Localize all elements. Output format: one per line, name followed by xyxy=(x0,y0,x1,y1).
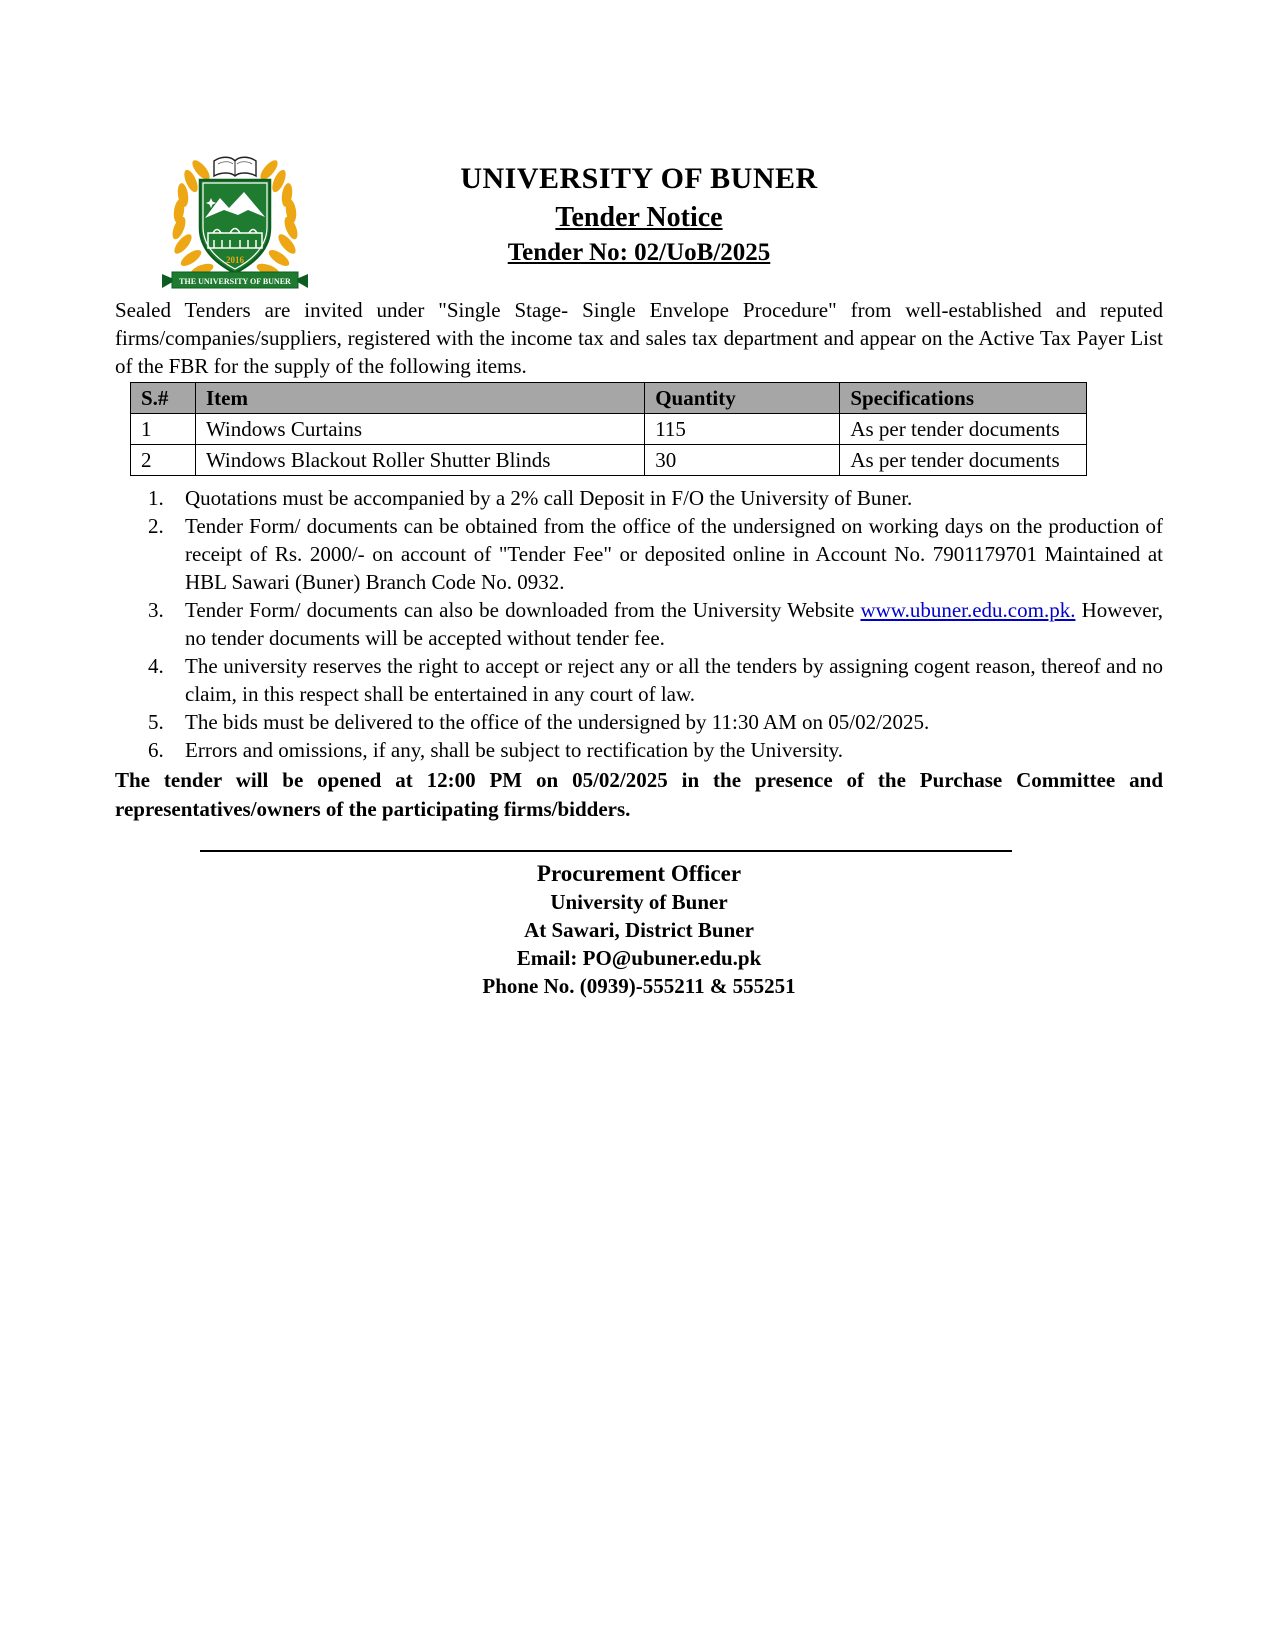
term-text: The bids must be delivered to the office of the undersigned by 11:30 AM on 05/02/2025. xyxy=(185,710,930,734)
cell-quantity: 115 xyxy=(645,414,840,445)
banner-ribbon xyxy=(162,272,308,288)
table-row xyxy=(131,445,1087,476)
opening-statement: The tender will be opened at 12:00 PM on 05/02/2025 in the presence of the Purchase Committee and representatives/owners of the participating firms/bidders. xyxy=(115,768,1163,821)
cell-specifications: As per tender documents xyxy=(840,414,1087,445)
term-number: 2. xyxy=(148,514,164,538)
terms-list xyxy=(115,484,1163,764)
term-number: 6. xyxy=(148,738,164,762)
cell-item: Windows Curtains xyxy=(195,414,644,445)
term-item-4 xyxy=(115,652,1163,708)
term-item-6 xyxy=(115,736,1163,764)
term-text-after: However, no tender documents will be accepted without tender fee. xyxy=(185,598,1163,650)
header-item: Item xyxy=(195,383,644,414)
term-text xyxy=(185,596,1163,652)
university-logo xyxy=(150,154,320,290)
signatory-phone: Phone No. (0939)-555211 & 555251 xyxy=(482,974,796,998)
cell-item: Windows Blackout Roller Shutter Blinds xyxy=(195,445,644,476)
intro-paragraph: Sealed Tenders are invited under "Single Stage- Single Envelope Procedure" from well-established and reputed firms/companies/suppliers, registered with the income tax and sales tax department and appear on the Active Tax Payer List of the FBR for the supply of the following items. xyxy=(115,298,1163,378)
signatory-address: At Sawari, District Buner xyxy=(524,918,754,942)
banner-text: THE UNIVERSITY OF BUNER xyxy=(179,277,291,286)
university-crest-icon xyxy=(150,154,320,290)
university-website-link[interactable]: www.ubuner.edu.com.pk. xyxy=(860,598,1076,622)
header-specifications: Specifications xyxy=(840,383,1087,414)
term-item-5 xyxy=(115,708,1163,736)
table-header-row xyxy=(131,383,1087,414)
signatory-email: Email: PO@ubuner.edu.pk xyxy=(516,946,762,970)
cell-serial: 2 xyxy=(131,445,196,476)
term-item-1 xyxy=(115,484,1163,512)
page-title: UNIVERSITY OF BUNER xyxy=(460,162,818,195)
cell-serial: 1 xyxy=(131,414,196,445)
term-number: 5. xyxy=(148,710,164,734)
term-text: Quotations must be accompanied by a 2% call Deposit in F/O the University of Buner. xyxy=(185,486,913,510)
term-item-3 xyxy=(115,596,1163,652)
term-text: Errors and omissions, if any, shall be subject to rectification by the University. xyxy=(185,738,844,762)
signature-block xyxy=(115,860,1163,1000)
header-serial: S.# xyxy=(131,383,196,414)
term-number: 4. xyxy=(148,654,164,678)
items-table xyxy=(130,382,1087,476)
term-item-2 xyxy=(115,512,1163,596)
header-quantity: Quantity xyxy=(645,383,840,414)
tender-number: Tender No: 02/UoB/2025 xyxy=(507,239,771,266)
signature-line xyxy=(200,850,1012,852)
signatory-title: Procurement Officer xyxy=(536,861,742,886)
signatory-org: University of Buner xyxy=(550,890,728,914)
document-header xyxy=(115,158,1163,290)
notice-subtitle: Tender Notice xyxy=(555,202,723,233)
term-text: Tender Form/ documents can be obtained from the office of the undersigned on working days on the production of receipt of Rs. 2000/- on account of "Tender Fee" or deposited online in Account No. 7901179701 Maintained at HBL Sawari (Buner) Branch Code No. 0932. xyxy=(185,514,1163,594)
term-text: The university reserves the right to accept or reject any or all the tenders by assigning cogent reason, thereof and no claim, in this respect shall be entertained in any court of law. xyxy=(185,654,1163,706)
book-icon xyxy=(214,157,256,176)
cell-specifications: As per tender documents xyxy=(840,445,1087,476)
term-number: 3. xyxy=(148,598,164,622)
cell-quantity: 30 xyxy=(645,445,840,476)
term-text-before: Tender Form/ documents can also be downloaded from the University Website xyxy=(185,598,861,622)
logo-year: 2016 xyxy=(226,255,244,265)
table-row xyxy=(131,414,1087,445)
term-number: 1. xyxy=(148,486,164,510)
